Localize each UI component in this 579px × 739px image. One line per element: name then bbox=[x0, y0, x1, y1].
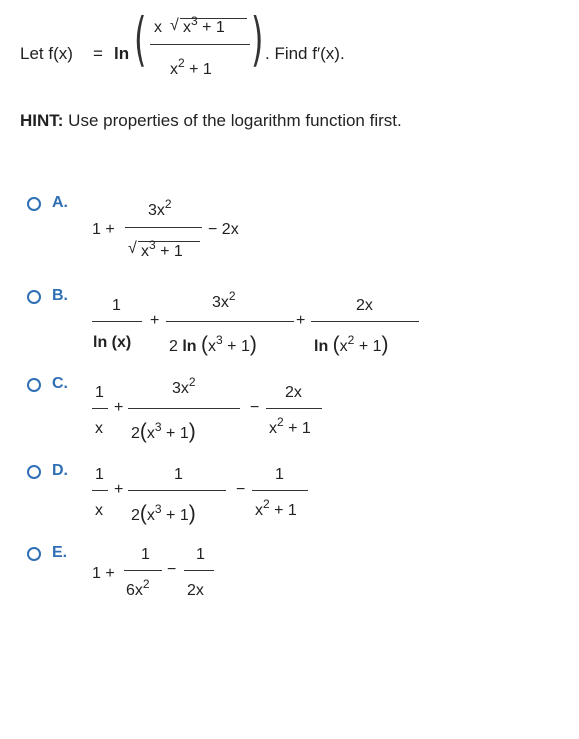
term1-numerator: 1 bbox=[95, 384, 104, 401]
sqrt-sign: √ bbox=[128, 240, 137, 257]
fraction-bar bbox=[150, 44, 250, 45]
question-suffix: . Find f′(x). bbox=[265, 44, 345, 63]
left-paren: ( bbox=[134, 5, 147, 73]
fraction-bar bbox=[266, 408, 322, 409]
question-prefix: Let f(x) bbox=[20, 44, 73, 63]
term1-numerator: 1 bbox=[112, 297, 121, 314]
term3-numerator: 2x bbox=[356, 297, 373, 314]
fraction-bar bbox=[92, 490, 108, 491]
term1-denominator: x bbox=[95, 420, 103, 437]
fraction-bar bbox=[128, 408, 240, 409]
one-plus: 1 + bbox=[92, 565, 115, 582]
sqrt-bar bbox=[138, 241, 200, 242]
term3-denominator: $x^2 + 1$ bbox=[255, 497, 297, 519]
option-e-label[interactable]: E. bbox=[52, 544, 68, 561]
fraction-bar bbox=[124, 570, 162, 571]
plus-sign: + bbox=[114, 399, 124, 416]
minus-term: − 2x bbox=[208, 221, 239, 238]
term1-numerator: 1 bbox=[141, 546, 150, 563]
fraction-bar bbox=[184, 570, 214, 571]
equals-sign: = bbox=[93, 44, 103, 63]
term1-numerator: 1 bbox=[95, 466, 104, 483]
term3-denominator: $\ln (x^2 + 1)$ bbox=[314, 333, 389, 356]
option-a-label[interactable]: A. bbox=[52, 194, 68, 211]
option-a-radio[interactable] bbox=[27, 197, 41, 211]
option-c-label[interactable]: C. bbox=[52, 375, 68, 392]
term2-denominator: 2 $\ln (x^3 + 1)$ bbox=[169, 333, 257, 356]
plus-sign: + bbox=[296, 312, 306, 329]
denominator: $x^3 + 1$ bbox=[141, 238, 183, 260]
minus-sign: − bbox=[167, 561, 177, 578]
term2-numerator: $3x^2$ bbox=[172, 375, 196, 397]
one-plus: 1 + bbox=[92, 221, 115, 238]
term2-denominator: $2(x^3 + 1)$ bbox=[131, 502, 196, 525]
hint-label: HINT: bbox=[20, 111, 64, 130]
term2-numerator: 1 bbox=[196, 546, 205, 563]
radicand: $x^3 + 1$ bbox=[183, 14, 225, 36]
numerator: $3x^2$ bbox=[148, 197, 172, 219]
term3-numerator: 2x bbox=[285, 384, 302, 401]
ln-symbol: ln bbox=[114, 44, 130, 63]
term3-denominator: $x^2 + 1$ bbox=[269, 415, 311, 437]
fraction-bar bbox=[166, 321, 294, 322]
term3-numerator: 1 bbox=[275, 466, 284, 483]
option-d-radio[interactable] bbox=[27, 465, 41, 479]
denominator: $x^2 + 1$ bbox=[170, 56, 212, 78]
term2-numerator: 1 bbox=[174, 466, 183, 483]
term1-denominator: ln (x) bbox=[93, 334, 132, 351]
fraction-bar bbox=[252, 490, 308, 491]
plus-sign: + bbox=[114, 481, 124, 498]
option-b-label[interactable]: B. bbox=[52, 287, 68, 304]
option-d-label[interactable]: D. bbox=[52, 462, 68, 479]
fraction-bar bbox=[92, 408, 108, 409]
option-e-radio[interactable] bbox=[27, 547, 41, 561]
term2-denominator: $2(x^3 + 1)$ bbox=[131, 420, 196, 443]
term2-numerator: $3x^2$ bbox=[212, 289, 236, 311]
option-c-radio[interactable] bbox=[27, 378, 41, 392]
hint bbox=[20, 111, 402, 131]
term1-denominator: $6x^2$ bbox=[126, 577, 150, 599]
sqrt-sign: √ bbox=[170, 17, 179, 34]
minus-sign: − bbox=[236, 481, 246, 498]
right-paren: ) bbox=[251, 5, 264, 73]
option-b-radio[interactable] bbox=[27, 290, 41, 304]
term1-denominator: x bbox=[95, 502, 103, 519]
hint-text: Use properties of the logarithm function first. bbox=[63, 111, 402, 130]
term2-denominator: 2x bbox=[187, 582, 204, 599]
fraction-bar bbox=[128, 490, 226, 491]
numerator-x: x bbox=[154, 19, 162, 36]
fraction-bar bbox=[311, 321, 419, 322]
plus-sign: + bbox=[150, 312, 160, 329]
fraction-bar bbox=[92, 321, 142, 322]
minus-sign: − bbox=[250, 399, 260, 416]
fraction-bar bbox=[125, 227, 202, 228]
